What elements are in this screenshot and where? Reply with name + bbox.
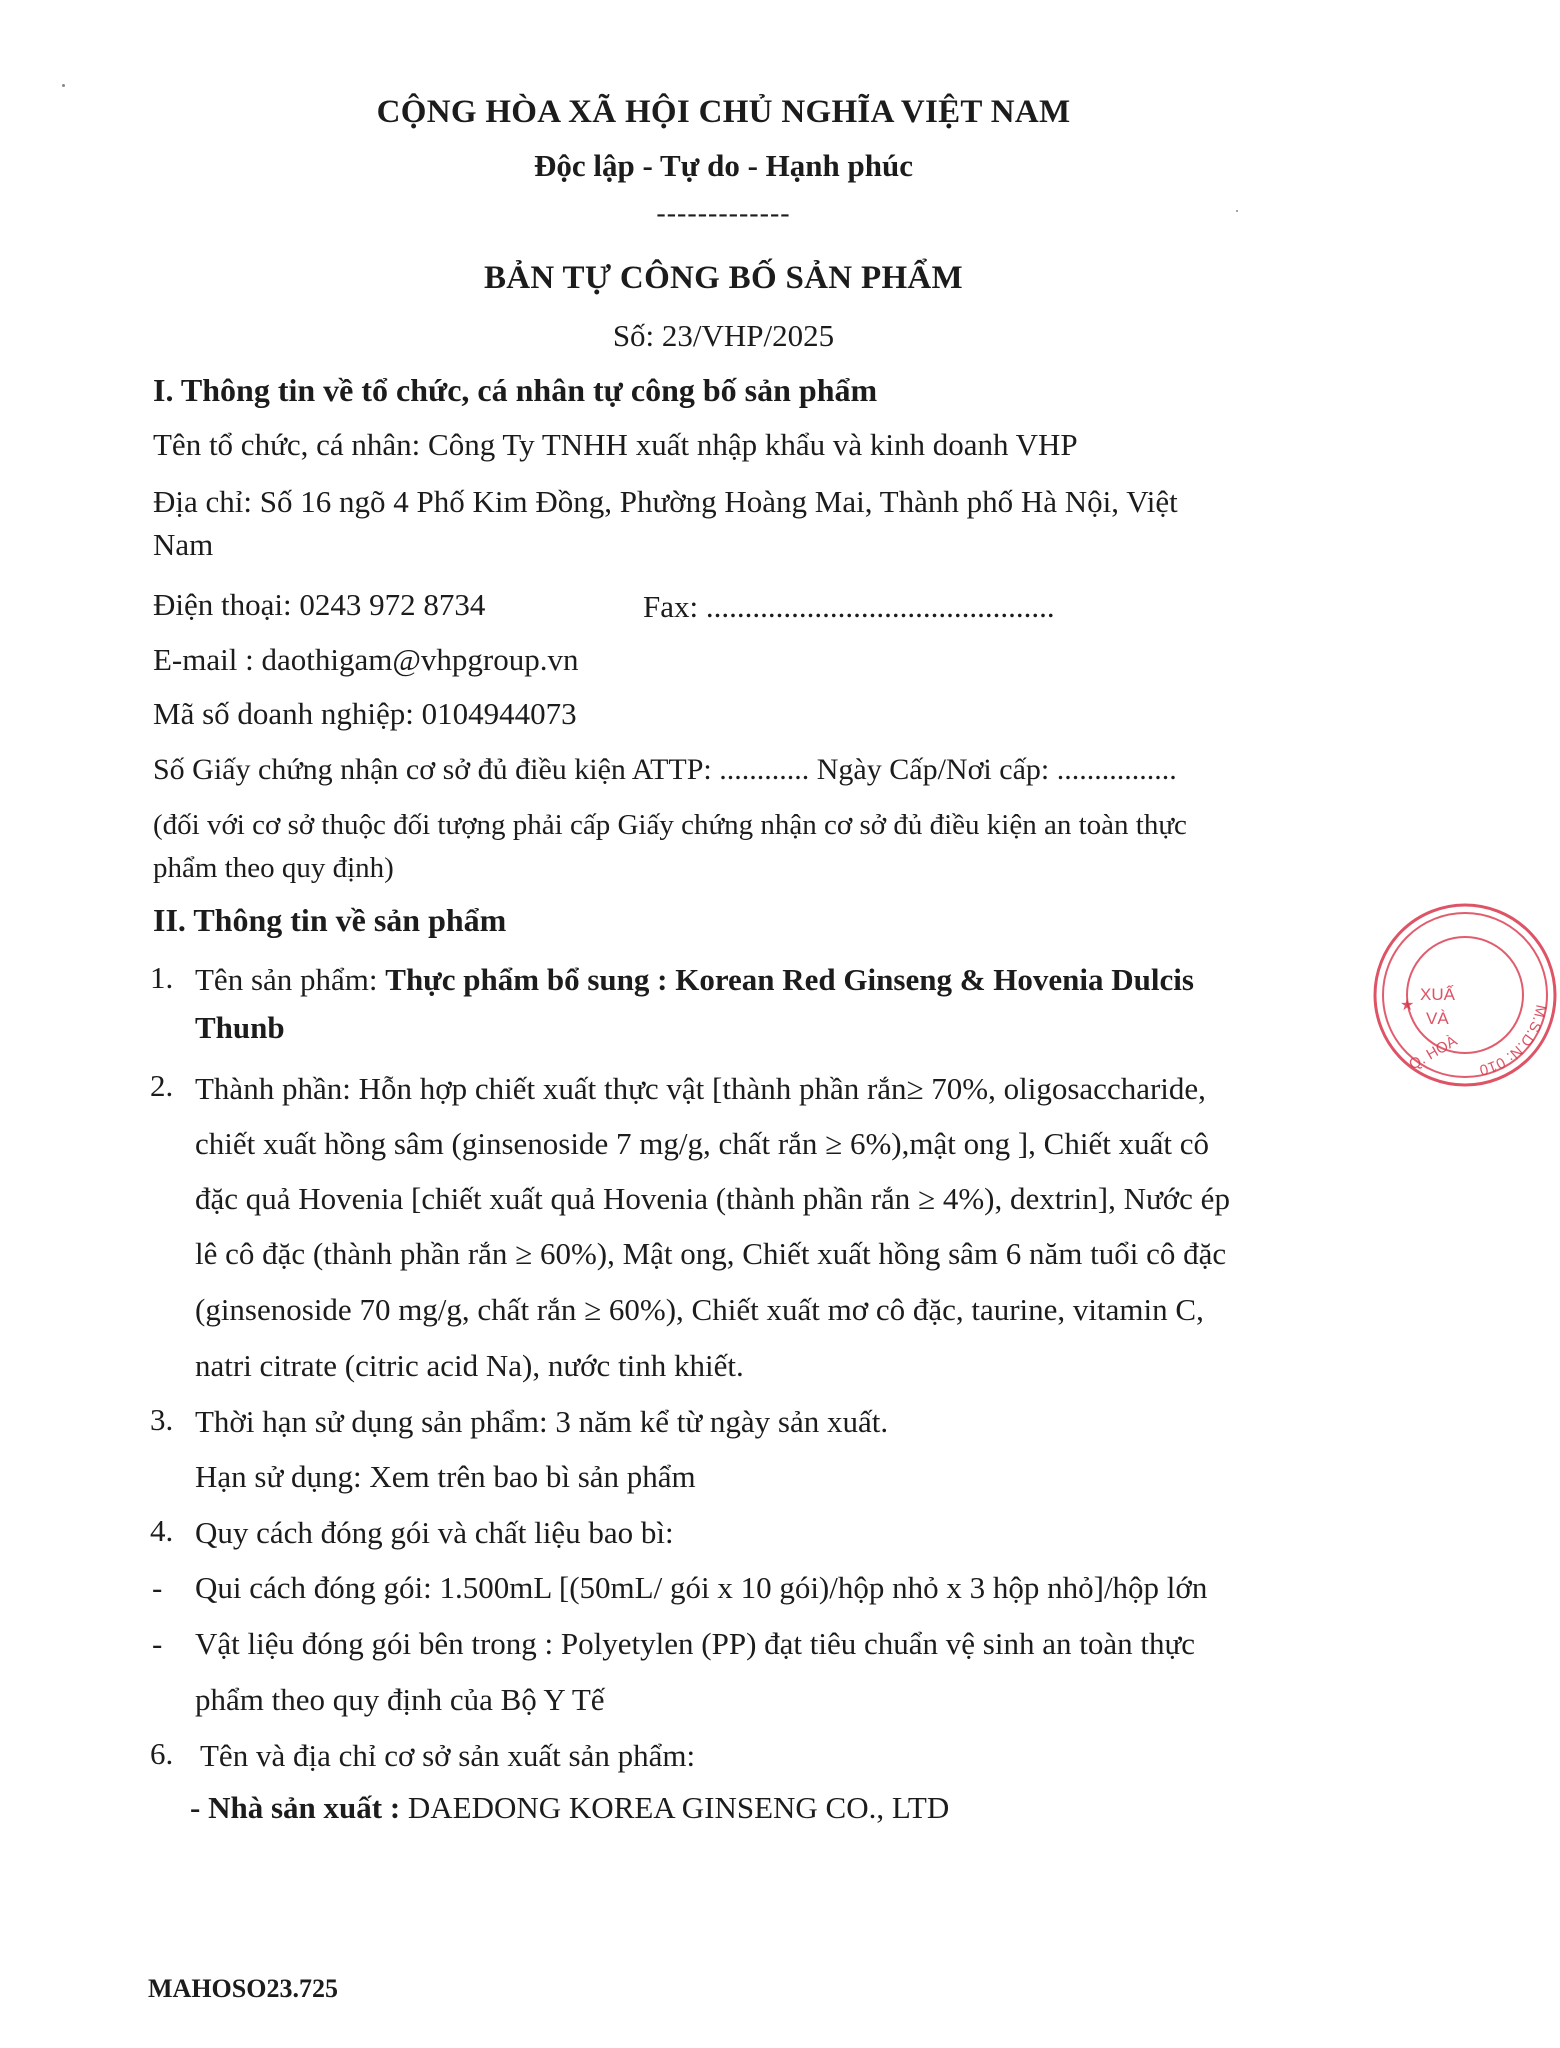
section2-heading: II. Thông tin về sản phẩm: [153, 902, 507, 938]
note-line2: phẩm theo quy định): [153, 852, 394, 884]
manufacturer-line: [190, 1788, 949, 1828]
expiry-date: Hạn sử dụng: Xem trên bao bì sản phẩm: [195, 1459, 696, 1494]
product-name-value: Thực phẩm bổ sung : Korean Red Ginseng & Hovenia Dulcis: [385, 962, 1194, 997]
address-line2: Nam: [153, 527, 214, 562]
item6-number: 6.: [150, 1736, 174, 1771]
email: E-mail : daothigam@vhpgroup.vn: [153, 642, 579, 677]
bullet-dash: -: [152, 1626, 163, 1661]
header-divider: -------------: [656, 198, 791, 229]
svg-text:VÀ: VÀ: [1426, 1009, 1449, 1028]
company-seal-stamp: [1370, 900, 1560, 1090]
section1-heading: I. Thông tin về tổ chức, cá nhân tự công bố sản phẩm: [153, 372, 878, 408]
ingredients-line: Thành phần: Hỗn hợp chiết xuất thực vật [thành phần rắn≥ 70%, oligosaccharide,: [195, 1071, 1206, 1106]
product-name-line2: Thunb: [195, 1010, 285, 1045]
certificate-line: Số Giấy chứng nhận cơ sở đủ điều kiện ATTP: ............ Ngày Cấp/Nơi cấp: ................: [153, 753, 1177, 786]
fax: Fax: .............................................: [643, 589, 1055, 624]
packaging-spec: Qui cách đóng gói: 1.500mL [(50mL/ gói x 10 gói)/hộp nhỏ x 3 hộp nhỏ]/hộp lớn: [195, 1570, 1208, 1605]
scan-speck: [1236, 210, 1238, 212]
address-line1: Địa chỉ: Số 16 ngõ 4 Phố Kim Đồng, Phường Hoàng Mai, Thành phố Hà Nội, Việt: [153, 484, 1178, 519]
ingredients-line: đặc quả Hovenia [chiết xuất quả Hovenia (thành phần rắn ≥ 4%), dextrin], Nước ép: [195, 1181, 1230, 1216]
svg-text:XUẤ: XUẤ: [1420, 985, 1455, 1004]
manufacturer-heading: Tên và địa chỉ cơ sở sản xuất sản phẩm:: [200, 1738, 696, 1773]
note-line1: (đối với cơ sở thuộc đối tượng phải cấp Giấy chứng nhận cơ sở đủ điều kiện an toàn thực: [153, 809, 1187, 841]
packaging-material-line1: Vật liệu đóng gói bên trong : Polyetylen (PP) đạt tiêu chuẩn vệ sinh an toàn thực: [195, 1626, 1196, 1661]
ingredients-line: (ginsenoside 70 mg/g, chất rắn ≥ 60%), Chiết xuất mơ cô đặc, taurine, vitamin C,: [195, 1292, 1204, 1327]
svg-text:M.S.D.N: 010: M.S.D.N: 010: [1477, 1003, 1550, 1079]
org-name: Tên tổ chức, cá nhân: Công Ty TNHH xuất nhập khẩu và kinh doanh VHP: [153, 427, 1078, 462]
document-title: BẢN TỰ CÔNG BỐ SẢN PHẨM: [483, 260, 963, 296]
motto: Độc lập - Tự do - Hạnh phúc: [534, 148, 913, 183]
bullet-dash: -: [152, 1570, 163, 1605]
ingredients-line: lê cô đặc (thành phần rắn ≥ 60%), Mật ong, Chiết xuất hồng sâm 6 năm tuổi cô đặc: [195, 1236, 1227, 1271]
document-code: MAHOSO23.725: [148, 1974, 338, 2003]
manufacturer-value: DAEDONG KOREA GINSENG CO., LTD: [407, 1790, 950, 1825]
svg-text:★: ★: [1400, 997, 1415, 1014]
svg-text:Q. HOÀ: Q. HOÀ: [1406, 1032, 1461, 1074]
shelf-life: Thời hạn sử dụng sản phẩm: 3 năm kể từ ngày sản xuất.: [195, 1404, 889, 1439]
tax-code: Mã số doanh nghiệp: 0104944073: [153, 696, 577, 731]
scan-speck: [62, 84, 65, 87]
item2-number: 2.: [150, 1068, 174, 1103]
packaging-material-line2: phẩm theo quy định của Bộ Y Tế: [195, 1682, 605, 1717]
document-number: Số: 23/VHP/2025: [612, 318, 835, 353]
item1-line1: [195, 960, 1194, 1000]
packaging-heading: Quy cách đóng gói và chất liệu bao bì:: [195, 1515, 674, 1550]
ingredients-line: natri citrate (citric acid Na), nước tinh khiết.: [195, 1348, 744, 1383]
item3-number: 3.: [150, 1402, 174, 1437]
national-title: CỘNG HÒA XÃ HỘI CHỦ NGHĨA VIỆT NAM: [376, 94, 1071, 130]
product-name-label: Tên sản phẩm:: [195, 962, 386, 997]
ingredients-line: chiết xuất hồng sâm (ginsenoside 7 mg/g, chất rắn ≥ 6%),mật ong ], Chiết xuất cô: [195, 1126, 1209, 1161]
item4-number: 4.: [150, 1513, 174, 1548]
phone: Điện thoại: 0243 972 8734: [153, 587, 486, 622]
item1-number: 1.: [150, 960, 174, 995]
manufacturer-label: - Nhà sản xuất :: [190, 1790, 408, 1825]
